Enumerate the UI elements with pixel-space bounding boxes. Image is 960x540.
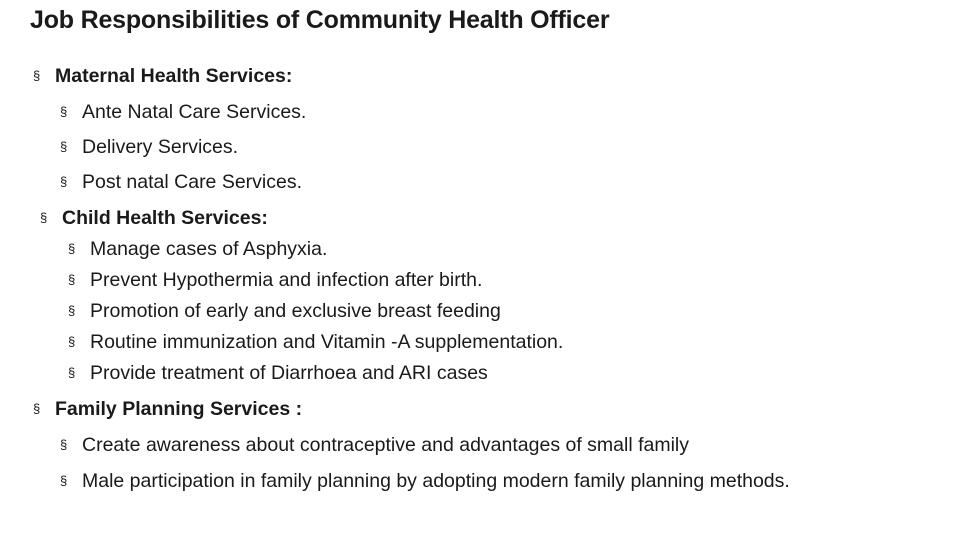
bullet-icon: § xyxy=(33,401,41,416)
list-item-text: Routine immunization and Vitamin -A supplementation. xyxy=(90,331,564,353)
bullet-icon: § xyxy=(60,139,68,154)
list-item xyxy=(68,268,482,292)
bullet-icon: § xyxy=(68,365,76,380)
list-item xyxy=(60,170,302,194)
list-item xyxy=(68,361,488,385)
list-item xyxy=(60,135,238,159)
bullet-icon: § xyxy=(33,68,41,83)
bullet-icon: § xyxy=(60,437,68,452)
list-item xyxy=(68,330,563,354)
slide-title: Job Responsibilities of Community Health Officer xyxy=(30,6,610,34)
list-item-text: Post natal Care Services. xyxy=(82,171,303,193)
list-item xyxy=(60,469,790,493)
list-item-text: Male participation in family planning by adopting modern family planning methods. xyxy=(82,470,790,492)
list-item xyxy=(68,299,501,323)
section-heading-label: Maternal Health Services: xyxy=(55,65,293,87)
bullet-icon: § xyxy=(68,272,76,287)
list-item xyxy=(60,100,306,124)
list-item-text: Ante Natal Care Services. xyxy=(82,101,307,123)
list-item-text: Prevent Hypothermia and infection after birth. xyxy=(90,269,483,291)
list-item-text: Create awareness about contraceptive and advantages of small family xyxy=(82,434,690,456)
section-heading-label: Child Health Services: xyxy=(62,207,268,229)
bullet-icon: § xyxy=(60,473,68,488)
bullet-icon: § xyxy=(68,241,76,256)
bullet-icon: § xyxy=(40,210,48,225)
list-item-text: Provide treatment of Diarrhoea and ARI cases xyxy=(90,362,488,384)
list-item-text: Manage cases of Asphyxia. xyxy=(90,238,328,260)
section-heading-label: Family Planning Services : xyxy=(55,398,303,420)
bullet-icon: § xyxy=(60,174,68,189)
section-heading-maternal xyxy=(33,64,292,88)
section-heading-child xyxy=(40,206,268,230)
bullet-icon: § xyxy=(68,303,76,318)
section-heading-family-planning xyxy=(33,397,302,421)
list-item-text: Delivery Services. xyxy=(82,136,239,158)
list-item xyxy=(60,433,689,457)
list-item-text: Promotion of early and exclusive breast feeding xyxy=(90,300,501,322)
bullet-icon: § xyxy=(60,104,68,119)
list-item xyxy=(68,237,327,261)
bullet-icon: § xyxy=(68,334,76,349)
